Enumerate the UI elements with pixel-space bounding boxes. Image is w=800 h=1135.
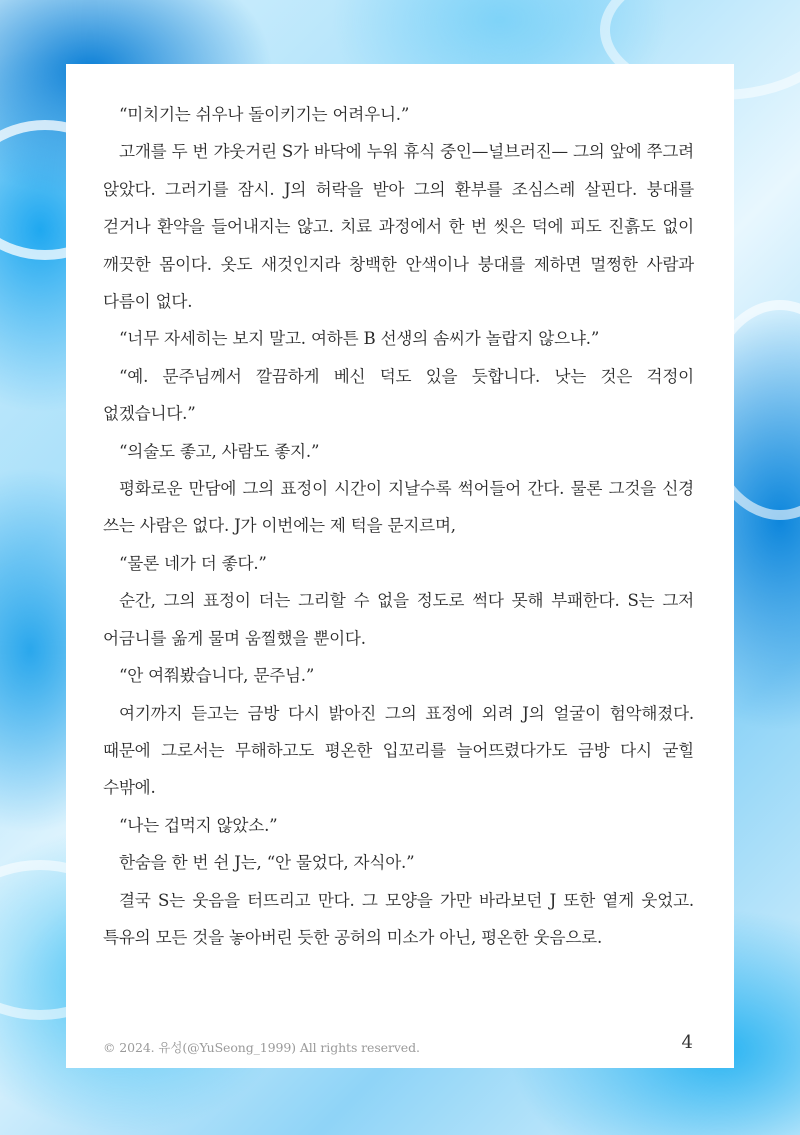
paragraph: 순간, 그의 표정이 더는 그리할 수 없을 정도로 썩다 못해 부패한다. S는 그저 어금니를 옮게 물며 움찔했을 뿐이다. — [103, 591, 694, 648]
paragraph: “물론 네가 더 좋다.” — [119, 553, 267, 573]
paragraph: 한숨을 한 번 쉰 J는, “안 물었다, 자식아.” — [119, 853, 415, 873]
paragraph: 평화로운 만담에 그의 표정이 시간이 지날수록 썩어들어 간다. 물론 그것을 신경 쓰는 사람은 없다. J가 이번에는 제 턱을 문지르며, — [103, 479, 694, 536]
copyright-notice: © 2024. 유성(@YuSeong_1999) All rights reserved. — [103, 1040, 420, 1055]
paragraph: 고개를 두 번 갸웃거린 S가 바닥에 누워 휴식 중인—널브러진— 그의 앞에 쭈그려 앉았다. 그러기를 잠시. J의 허락을 받아 그의 환부를 조심스레 살핀다. 붕대를 걷거나 환약을 들어내지는 않고. 치료 과정에서 한 번 씻은 덕에 피도 진흙도 없이 깨끗한 몸이다. 옷도 새것인지라 창백한 안색이나 붕대를 제하면 멀쩡한 사람과 다름이 없다. — [103, 142, 694, 312]
paragraph: “예. 문주님께서 깔끔하게 베신 덕도 있을 듯합니다. 낫는 것은 걱정이 없겠습니다.” — [103, 366, 694, 424]
paragraph: 여기까지 듣고는 금방 다시 밝아진 그의 표정에 외려 J의 얼굴이 험악해졌다. 때문에 그로서는 무해하고도 평온한 입꼬리를 늘어뜨렸다가도 금방 다시 굳힐 수밖에. — [103, 703, 694, 798]
paragraph: “미치기는 쉬우나 돌이키기는 어려우니.” — [119, 105, 410, 124]
paragraph: “나는 겁먹지 않았소.” — [119, 815, 278, 835]
page-number: 4 — [681, 1032, 693, 1053]
paragraph: “의술도 좋고, 사람도 좋지.” — [119, 441, 320, 461]
paragraph: “안 여쭤봤습니다, 문주님.” — [119, 666, 315, 686]
paragraph: “너무 자세히는 보지 말고. 여하튼 B 선생의 솜씨가 놀랍지 않으냐.” — [119, 329, 600, 349]
paragraph: 결국 S는 웃음을 터뜨리고 만다. 그 모양을 가만 바라보던 J 또한 옅게 웃었고. 특유의 모든 것을 놓아버린 듯한 공허의 미소가 아닌, 평온한 웃음으로. — [103, 890, 694, 947]
document-page — [66, 64, 734, 1068]
